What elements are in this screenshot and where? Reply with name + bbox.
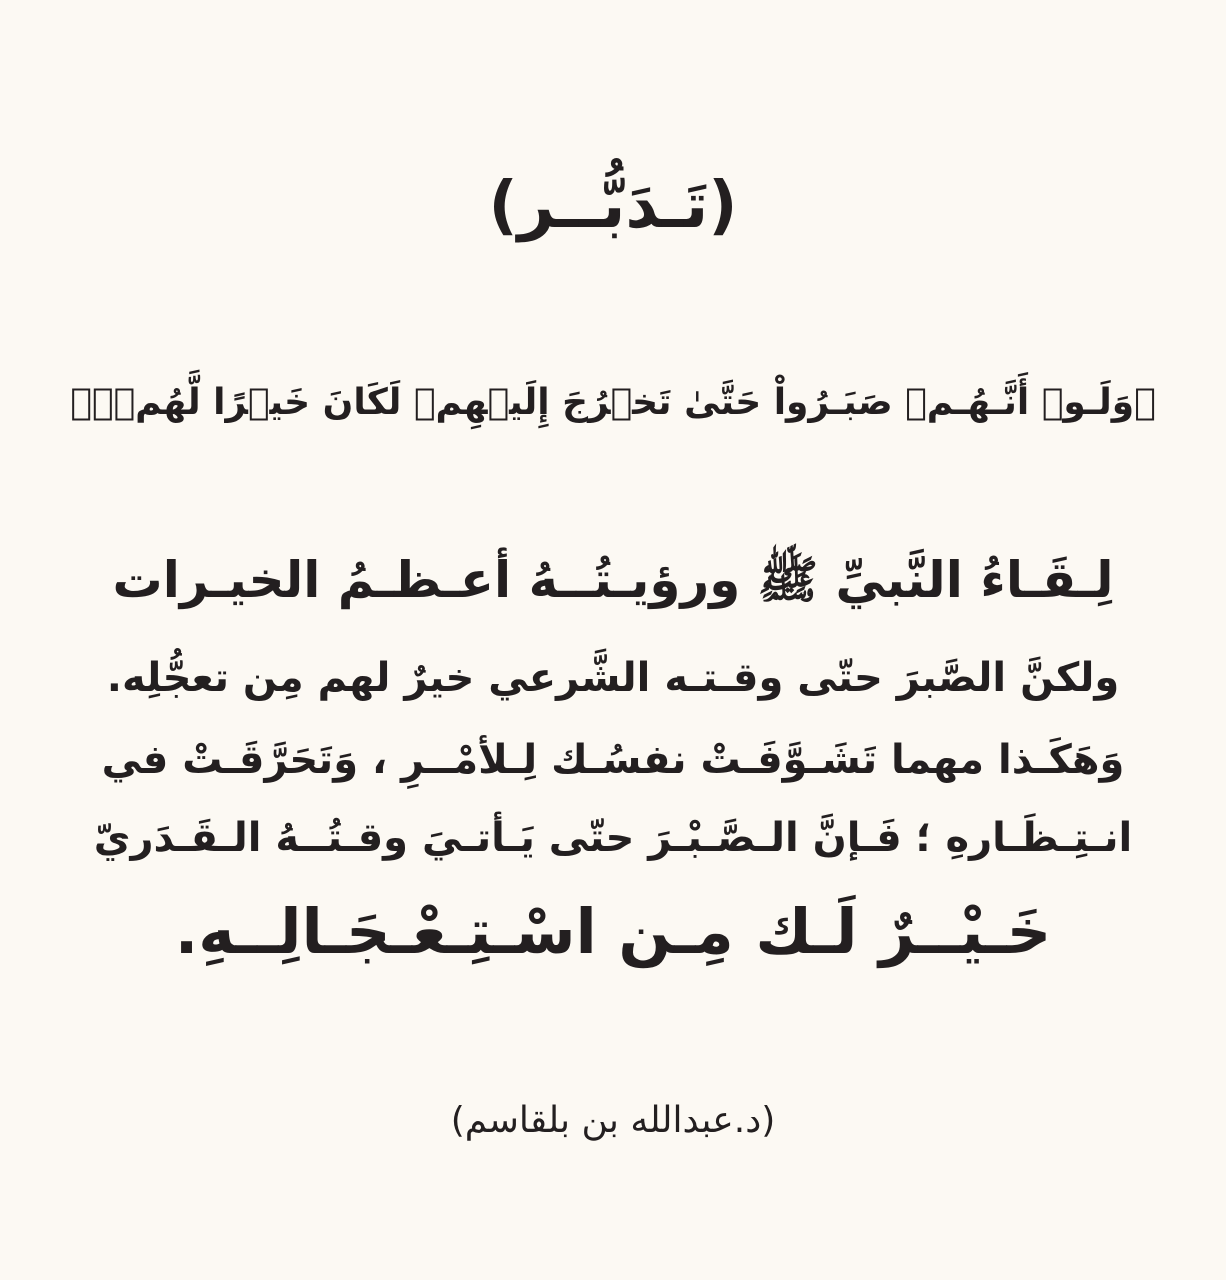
body-line: انـتِـظَـارهِ ؛ فَـإنَّ الـصَّـبْـرَ حتّى يَـأتـيَ وقـتُــهُ الـقَـدَريّ <box>93 815 1133 861</box>
body-line: ولكنَّ الصَّبرَ حتّى وقـتـه الشَّرعي خيرٌ لهم مِن تعجُّلِه. <box>106 655 1120 701</box>
headline-text: لِـقَـاءُ النَّبيِّ ﷺ ورؤيـتُــهُ أعـظـمُ الخيـرات <box>112 551 1114 609</box>
body-line: وَهَكَـذا مهما تَشَـوَّفَـتْ نفسُـك لِـلأمْــرِ ، وَتَحَرَّقَـتْ في <box>101 737 1125 783</box>
author-attribution: (د.عبدالله بن بلقاسم) <box>450 1100 776 1141</box>
closing-text: خَـيْــرٌ لَـك مِـن اسْـتِـعْـجَـالِــهِ. <box>174 895 1052 968</box>
quran-verse: ﴿وَلَـوۡ أَنَّـهُـمۡ صَبَـرُواْ حَتَّىٰ تَخۡرُجَ إِلَيۡهِمۡ لَكَانَ خَيۡرًا لَّهُمۡۚ﴾ <box>70 382 1156 423</box>
page-title: (تَـدَبُّــر) <box>488 169 738 243</box>
